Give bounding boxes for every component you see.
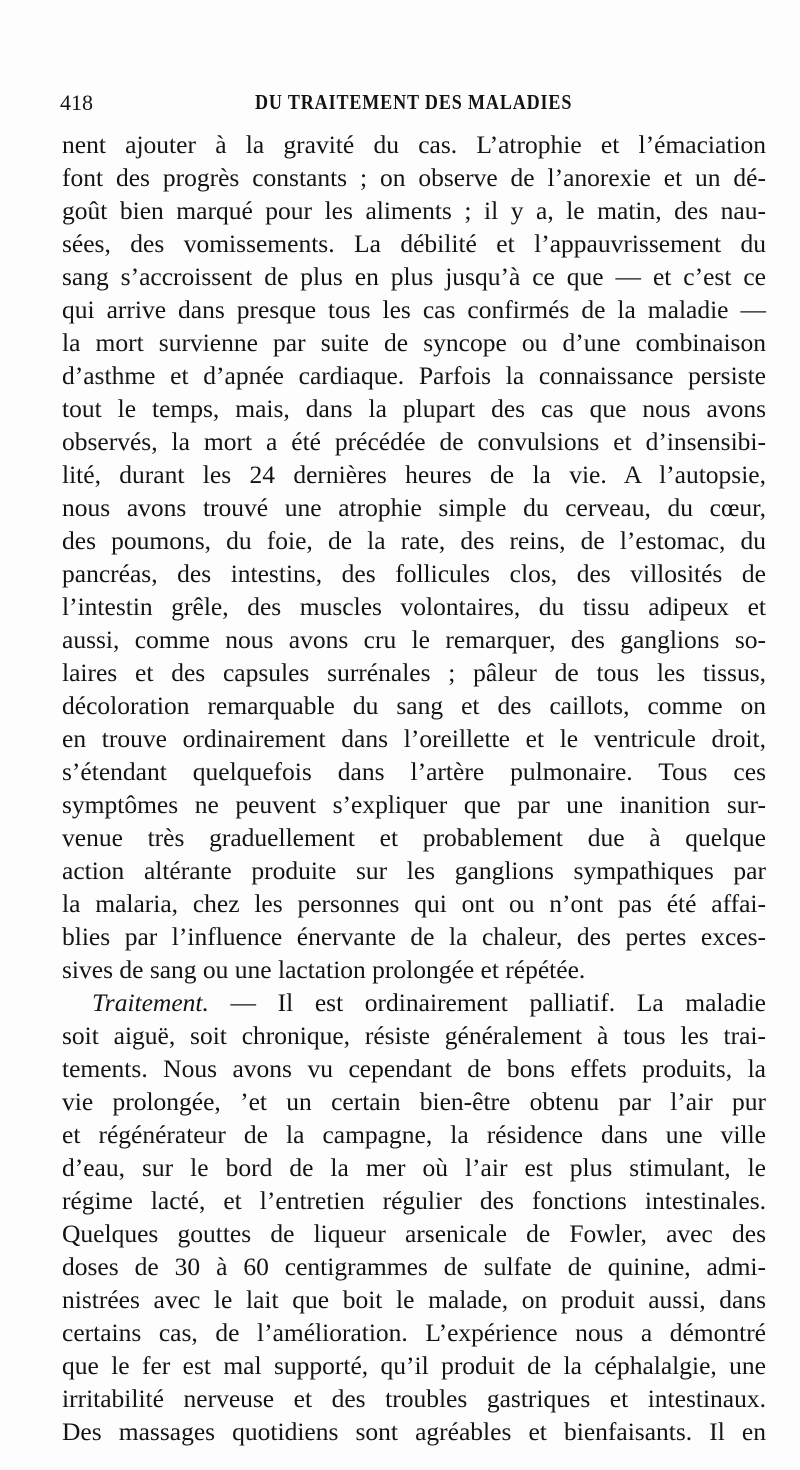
text-line: régime lacté, et l’entretien régulier des fonctions intestinales.: [62, 1186, 766, 1215]
text-line: goût bien marqué pour les aliments ; il y a, le matin, des nau-: [62, 196, 766, 225]
text-line: symptômes ne peuvent s’expliquer que par une inanition sur-: [62, 790, 766, 819]
text-line: décoloration remarquable du sang et des caillots, comme on: [62, 691, 766, 720]
paragraph-lead-line: [62, 986, 766, 1019]
text-line: en trouve ordinairement dans l’oreillette et le ventricule droit,: [62, 724, 766, 753]
text-line: s’étendant quelquefois dans l’artère pulmonaire. Tous ces: [62, 757, 766, 786]
text-line: doses de 30 à 60 centigrammes de sulfate de quinine, admi-: [62, 1252, 766, 1281]
text-line: nistrées avec le lait que boit le malade, on produit aussi, dans: [62, 1285, 766, 1314]
text-line: pancréas, des intestins, des follicules clos, des villosités de: [62, 559, 766, 588]
text-line: action altérante produite sur les ganglions sympathiques par: [62, 856, 766, 885]
text-line: la mort survienne par suite de syncope ou d’une combinaison: [62, 328, 766, 357]
page-number: 418: [60, 90, 93, 115]
text-line: qui arrive dans presque tous les cas confirmés de la maladie —: [62, 295, 766, 324]
text-line: soit aiguë, soit chronique, résiste généralement à tous les trai-: [62, 1021, 766, 1050]
text-line: tements. Nous avons vu cependant de bons effets produits, la: [62, 1054, 766, 1083]
text-line: des poumons, du foie, de la rate, des reins, de l’estomac, du: [62, 526, 766, 555]
text-line: Quelques gouttes de liqueur arsenicale de Fowler, avec des: [62, 1219, 766, 1248]
text-line: font des progrès constants ; on observe de l’anorexie et un dé-: [62, 163, 766, 192]
text-line: observés, la mort a été précédée de convulsions et d’insensibi-: [62, 427, 766, 456]
text-line: tout le temps, mais, dans la plupart des cas que nous avons: [62, 394, 766, 423]
text-line: sives de sang ou une lactation prolongée et répétée.: [62, 955, 586, 984]
text-line: sées, des vomissements. La débilité et l’appauvrissement du: [62, 229, 766, 258]
text-line: vie prolongée, ’et un certain bien-être obtenu par l’air pur: [62, 1087, 766, 1116]
text-line: sang s’accroissent de plus en plus jusqu’à ce que — et c’est ce: [62, 262, 766, 291]
text-line: nous avons trouvé une atrophie simple du cerveau, du cœur,: [62, 493, 766, 522]
text-line: laires et des capsules surrénales ; pâleur de tous les tissus,: [62, 658, 766, 687]
text-line: irritabilité nerveuse et des troubles gastriques et intestinaux.: [62, 1384, 766, 1413]
lead-line-text: — Il est ordinairement palliatif. La maladie: [208, 988, 766, 1017]
text-line: Des massages quotidiens sont agréables et bienfaisants. Il en: [62, 1417, 766, 1446]
text-line: l’intestin grêle, des muscles volontaires, du tissu adipeux et: [62, 592, 766, 621]
text-line: certains cas, de l’amélioration. L’expérience nous a démontré: [62, 1318, 766, 1347]
text-line: blies par l’influence énervante de la chaleur, des pertes exces-: [62, 922, 766, 951]
body-text: [62, 128, 766, 1448]
text-line: que le fer est mal supporté, qu’il produit de la céphalalgie, une: [62, 1351, 766, 1380]
text-line: venue très graduellement et probablement due à quelque: [62, 823, 766, 852]
text-line: aussi, comme nous avons cru le remarquer, des ganglions so-: [62, 625, 766, 654]
text-line: et régénérateur de la campagne, la résidence dans une ville: [62, 1120, 766, 1149]
text-line: nent ajouter à la gravité du cas. L’atrophie et l’émaciation: [62, 130, 766, 159]
section-heading-traitement: Traitement.: [92, 988, 209, 1017]
text-line: la malaria, chez les personnes qui ont ou n’ont pas été affai-: [62, 889, 766, 918]
text-line: d’asthme et d’apnée cardiaque. Parfois la connaissance persiste: [62, 361, 766, 390]
page-header: [60, 90, 780, 120]
text-line: d’eau, sur le bord de la mer où l’air est plus stimulant, le: [62, 1153, 766, 1182]
text-line: lité, durant les 24 dernières heures de la vie. A l’autopsie,: [62, 460, 766, 489]
running-title: DU TRAITEMENT DES MALADIES: [255, 90, 573, 114]
